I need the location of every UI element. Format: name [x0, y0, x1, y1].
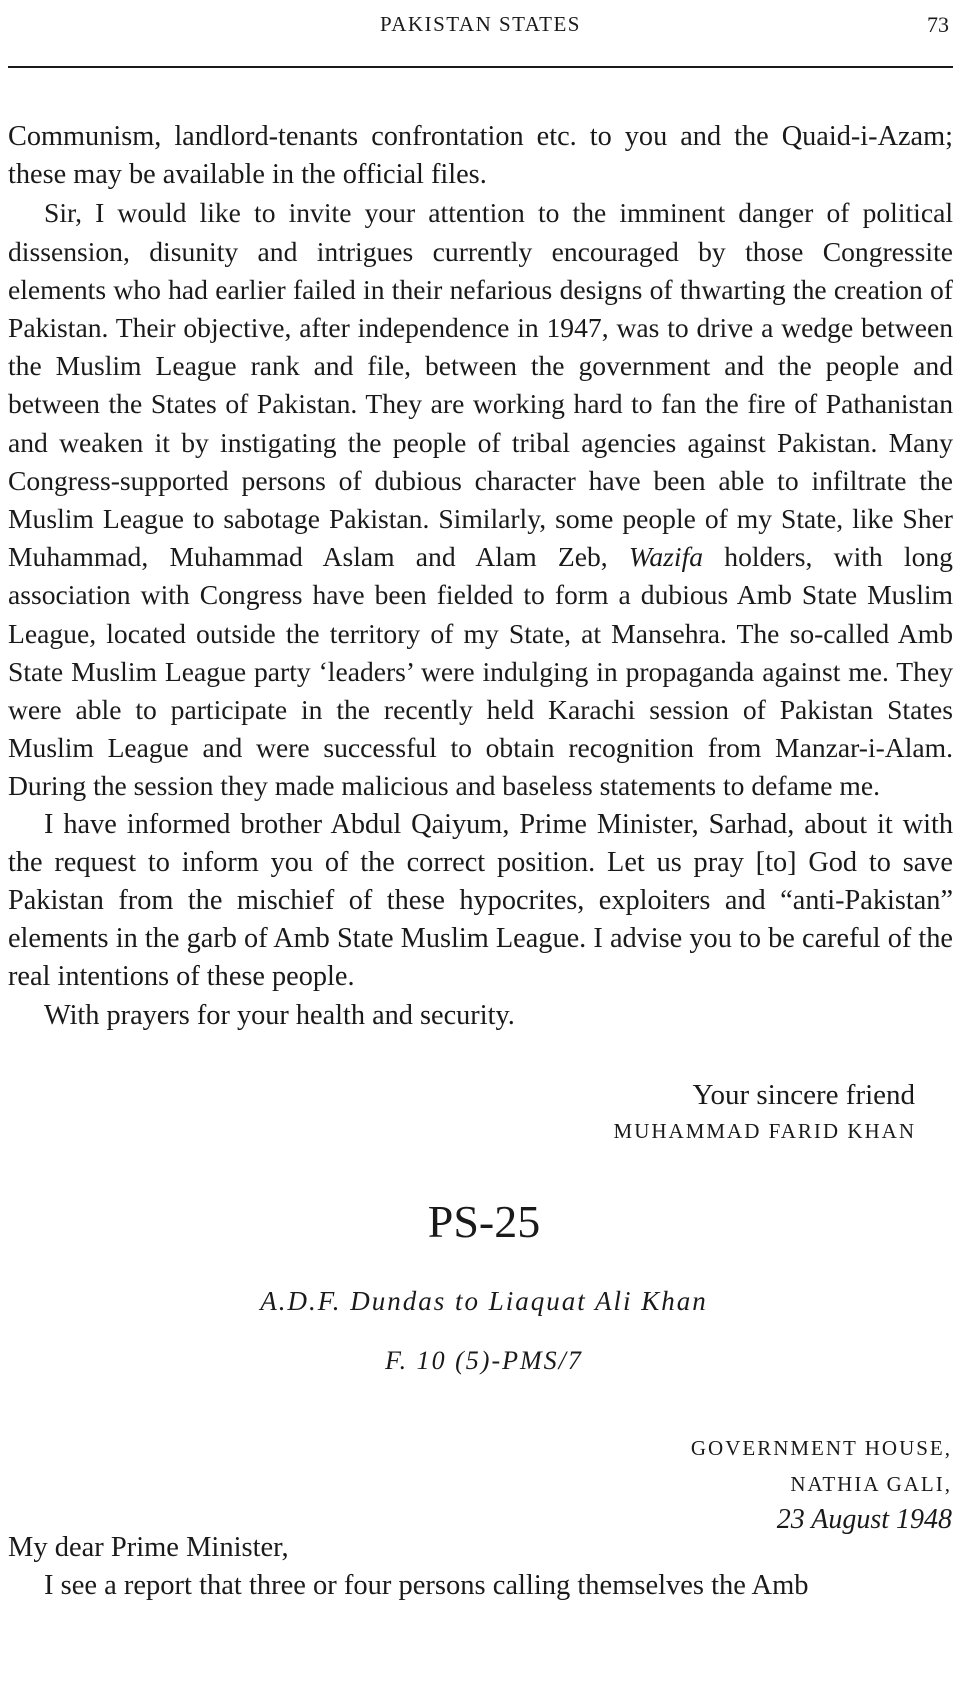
- document-title: A.D.F. Dundas to Liaquat Ali Khan: [260, 1286, 708, 1316]
- salutation: My dear Prime Minister,: [8, 1532, 289, 1563]
- letter-2-body: [8, 1529, 953, 1605]
- letter-2-paragraph: I see a report that three or four persons calling themselves the Amb: [44, 1570, 809, 1601]
- paragraph-warning-text-cont: holders, with long association with Congress have been fielded to form a dubious Amb State Muslim League, located outside the territory of my State, at Mansehra. The so-called Amb State Muslim League party ‘leaders’ were indulging in propaganda against me. They were able to participate in the recently held Karachi session of Pakistan States Muslim League and were successful to obtain recognition from Manzar-i-Alam. During the session they made malicious and baseless statements to defame me.: [8, 541, 953, 802]
- paragraph-warning-text: Sir, I would like to invite your attention to the imminent danger of political dissension, disunity and intrigues currently encouraged by those Congressite elements who had earlier failed in their nefarious designs of thwarting the creation of Pakistan. Their objective, after independence in 1947, was to drive a wedge between the Muslim League rank and file, between the government and the people and between the States of Pakistan. They are working hard to fan the fire of Pathanistan and weaken it by instigating the people of tribal agencies against Pakistan. Many Congress-supported persons of dubious character have been able to infiltrate the Muslim League to sabotage Pakistan. Similarly, some people of my State, like Sher Muhammad, Muhammad Aslam and Alam Zeb,: [8, 197, 953, 573]
- address-line-2: NATHIA GALI,: [790, 1472, 952, 1496]
- paragraph-continuation: Communism, landlord-tenants confrontation etc. to you and the Quaid-i-Azam; these may be available in the official files.: [8, 121, 953, 191]
- page-header: [8, 8, 953, 48]
- complimentary-close: Your sincere friend: [692, 1079, 916, 1111]
- wazifa-term: Wazifa: [628, 541, 704, 573]
- letter-date: 23 August 1948: [776, 1504, 952, 1535]
- paragraph-prayers: With prayers for your health and security.: [44, 999, 515, 1031]
- running-title: PAKISTAN STATES: [380, 12, 581, 36]
- document-number: PS-25: [427, 1196, 541, 1247]
- signer-name: MUHAMMAD FARID KHAN: [613, 1119, 916, 1143]
- paragraph-warning: [8, 194, 953, 805]
- address-line-1: GOVERNMENT HOUSE,: [690, 1436, 952, 1460]
- letter-body: [8, 118, 953, 1035]
- sender-address: [691, 1430, 952, 1538]
- paragraph-request: I have informed brother Abdul Qaiyum, Prime Minister, Sarhad, about it with the request to inform you of the correct position. Let us pray [to] God to save Pakistan from the mischief of these hypocrites, exploiters and “anti-Pakistan” elements in the garb of Amb State Muslim League. I advise you to be careful of the real intentions of these people.: [8, 808, 953, 993]
- page-number: 73: [927, 12, 949, 37]
- header-rule: [8, 66, 953, 68]
- document-reference: F. 10 (5)-PMS/7: [385, 1346, 583, 1375]
- signature-block: [614, 1075, 916, 1147]
